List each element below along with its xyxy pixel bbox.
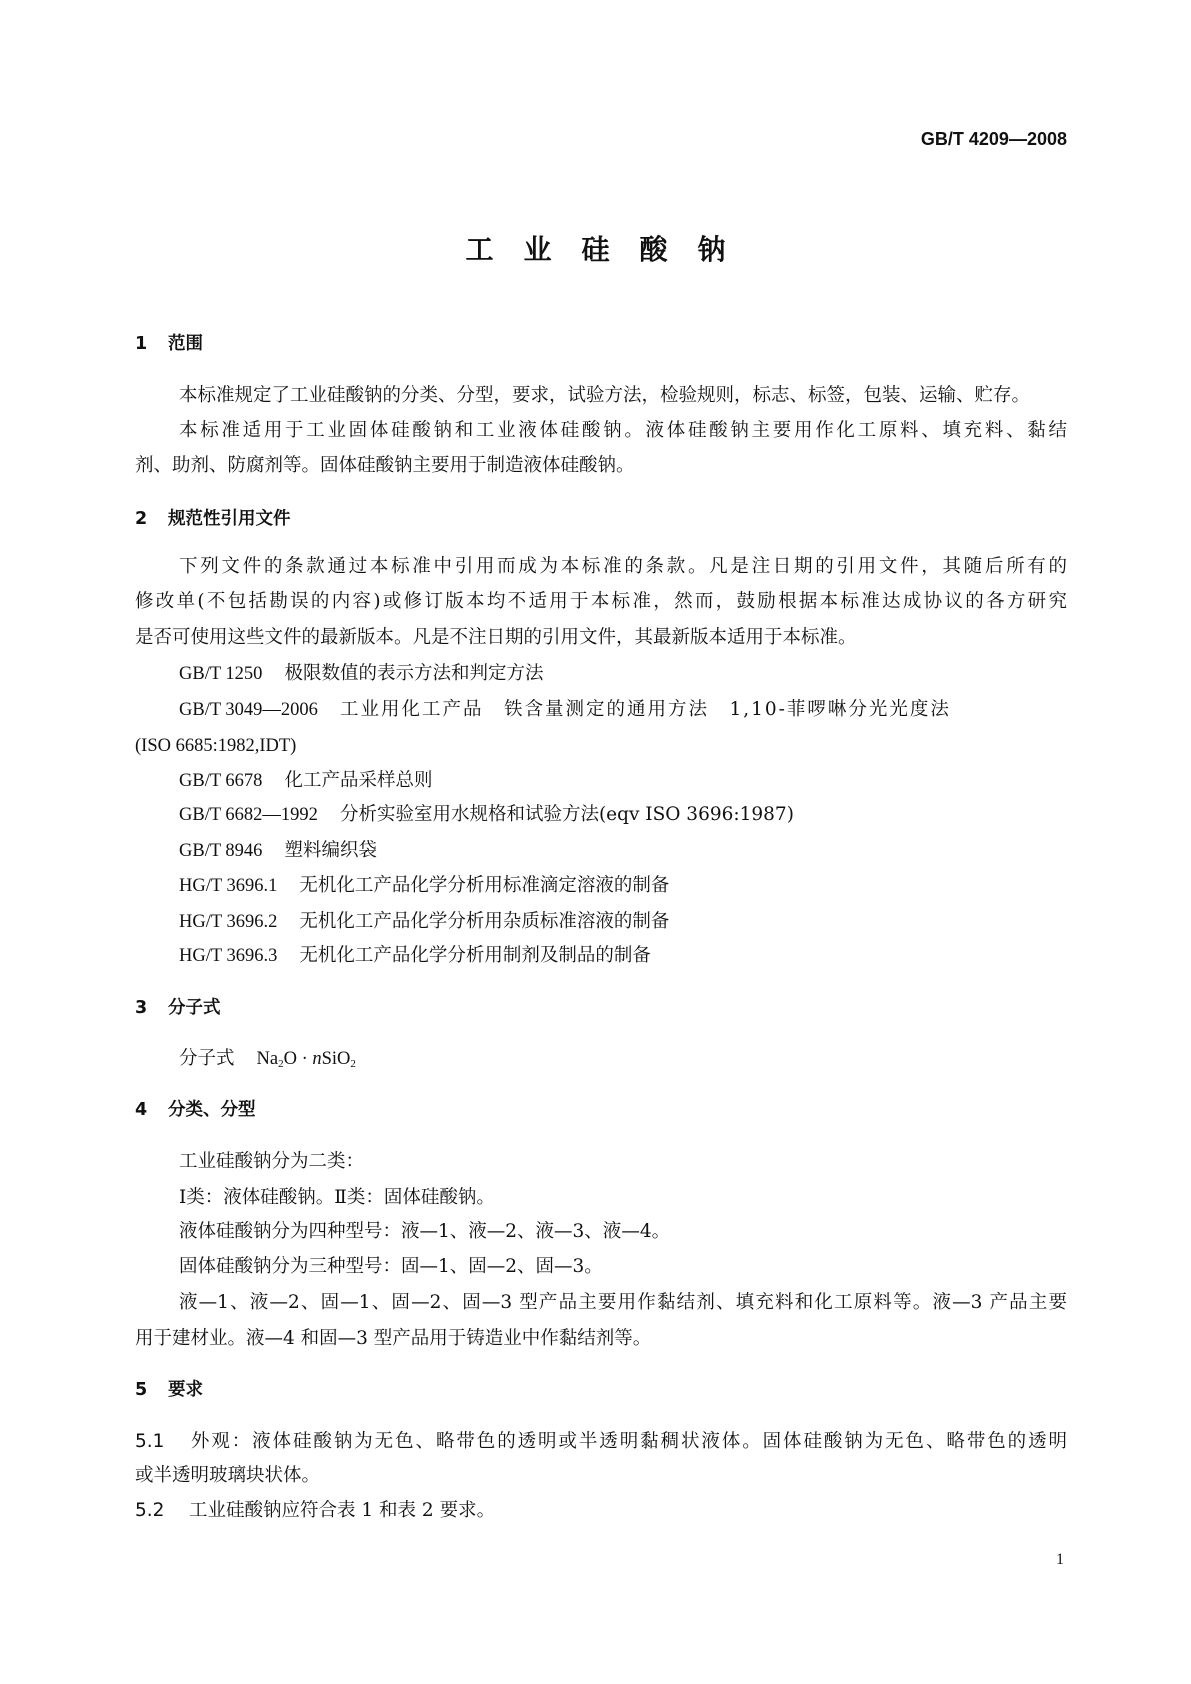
section-heading-2: [135, 508, 291, 530]
document-title: 工业硅酸钠: [465, 233, 756, 266]
reference-code: HG/T 3696.1: [179, 876, 278, 896]
reference-item: [179, 911, 669, 933]
reference-title: 极限数值的表示方法和判定方法: [284, 663, 544, 684]
reference-item: [179, 699, 1067, 721]
section-heading-3: [135, 997, 221, 1019]
reference-item: [179, 663, 543, 685]
paragraph-line: 下列文件的条款通过本标准中引用而成为本标准的条款。凡是注日期的引用文件，其随后所有的: [179, 556, 1067, 577]
standard-code-header: GB/T 4209—2008: [920, 129, 1067, 149]
paragraph-line: 本标准规定了工业硅酸钠的分类、分型，要求，试验方法，检验规则，标志、标签，包装、运输、贮存。: [179, 385, 1031, 406]
reference-item: [179, 875, 669, 897]
reference-code: HG/T 3696.3: [179, 946, 278, 966]
section-heading-5: [135, 1379, 203, 1401]
paragraph-line: 本标准适用于工业固体硅酸钠和工业液体硅酸钠。液体硅酸钠主要用作化工原料、填充料、黏结: [179, 420, 1067, 441]
section-title: 规范性引用文件: [168, 509, 291, 529]
reference-item: [179, 840, 377, 862]
reference-title: 工业用化工产品 铁含量测定的通用方法 1,10-菲啰啉分光光度法: [339, 699, 951, 720]
section-number: 1: [135, 334, 148, 354]
reference-code: GB/T 1250: [179, 664, 263, 684]
section-number: 5: [135, 1380, 148, 1400]
paragraph-line: 是否可使用这些文件的最新版本。凡是不注日期的引用文件，其最新版本适用于本标准。: [135, 627, 857, 648]
paragraph-line: 用于建材业。液—4 和固—3 型产品用于铸造业中作黏结剂等。: [135, 1328, 652, 1349]
section-title: 范围: [168, 334, 203, 354]
reference-code: GB/T 6682—1992: [179, 805, 318, 825]
section-number: 3: [135, 998, 148, 1018]
clause-5-2: [135, 1500, 495, 1522]
paragraph-line: 剂、助剂、防腐剂等。固体硅酸钠主要用于制造液体硅酸钠。: [135, 455, 635, 476]
section-title: 分类、分型: [168, 1100, 256, 1120]
section-title: 分子式: [168, 998, 221, 1018]
reference-title: 无机化工产品化学分析用制剂及制品的制备: [299, 945, 651, 966]
formula: $Na_2O$ · nSiO$_2$: [256, 1049, 356, 1070]
reference-code: GB/T 8946: [179, 841, 263, 861]
reference-item: [179, 945, 651, 967]
paragraph-line: 固体硅酸钠分为三种型号：固—1、固—2、固—3。: [179, 1256, 603, 1277]
reference-continuation: (ISO 6685:1982,IDT): [135, 736, 297, 756]
paragraph-line: 液体硅酸钠分为四种型号：液—1、液—2、液—3、液—4。: [179, 1221, 671, 1242]
paragraph-line: 工业硅酸钠分为二类：: [179, 1151, 365, 1172]
reference-title: 化工产品采样总则: [284, 770, 433, 791]
reference-title: 塑料编织袋: [284, 840, 377, 861]
reference-code: HG/T 3696.2: [179, 912, 278, 932]
reference-code: GB/T 6678: [179, 771, 263, 791]
paragraph-line: 液—1、液—2、固—1、固—2、固—3 型产品主要用作黏结剂、填充料和化工原料等。液—3 产品主要: [179, 1292, 1067, 1313]
section-number: 2: [135, 509, 148, 529]
clause-text: 工业硅酸钠应符合表 1 和表 2 要求。: [189, 1500, 496, 1521]
paragraph-line: 或半透明玻璃块状体。: [135, 1465, 321, 1486]
reference-title: 无机化工产品化学分析用杂质标准溶液的制备: [299, 911, 670, 932]
clause-number: 5.1: [135, 1431, 165, 1452]
molecular-formula: [179, 1048, 356, 1075]
section-heading-4: [135, 1099, 256, 1121]
reference-title: 分析实验室用水规格和试验方法(eqv ISO 3696:1987): [339, 804, 794, 825]
page-number: 1: [1056, 1551, 1064, 1568]
reference-item: [179, 804, 794, 826]
paragraph-line: Ⅰ类：液体硅酸钠。Ⅱ类：固体硅酸钠。: [179, 1187, 495, 1208]
clause-number: 5.2: [135, 1500, 165, 1521]
paragraph-line: 修改单(不包括勘误的内容)或修订版本均不适用于本标准，然而，鼓励根据本标准达成协议的各方研究: [135, 591, 1067, 612]
clause-text: 外观：液体硅酸钠为无色、略带色的透明或半透明黏稠状液体。固体硅酸钠为无色、略带色的透明: [189, 1431, 1067, 1452]
reference-item: [179, 770, 432, 792]
section-title: 要求: [168, 1380, 203, 1400]
reference-code: GB/T 3049—2006: [179, 700, 318, 720]
clause-5-1: [135, 1431, 1067, 1453]
reference-title: 无机化工产品化学分析用标准滴定溶液的制备: [299, 875, 670, 896]
section-number: 4: [135, 1100, 148, 1120]
section-heading-1: [135, 333, 203, 355]
formula-label: 分子式: [179, 1048, 235, 1069]
